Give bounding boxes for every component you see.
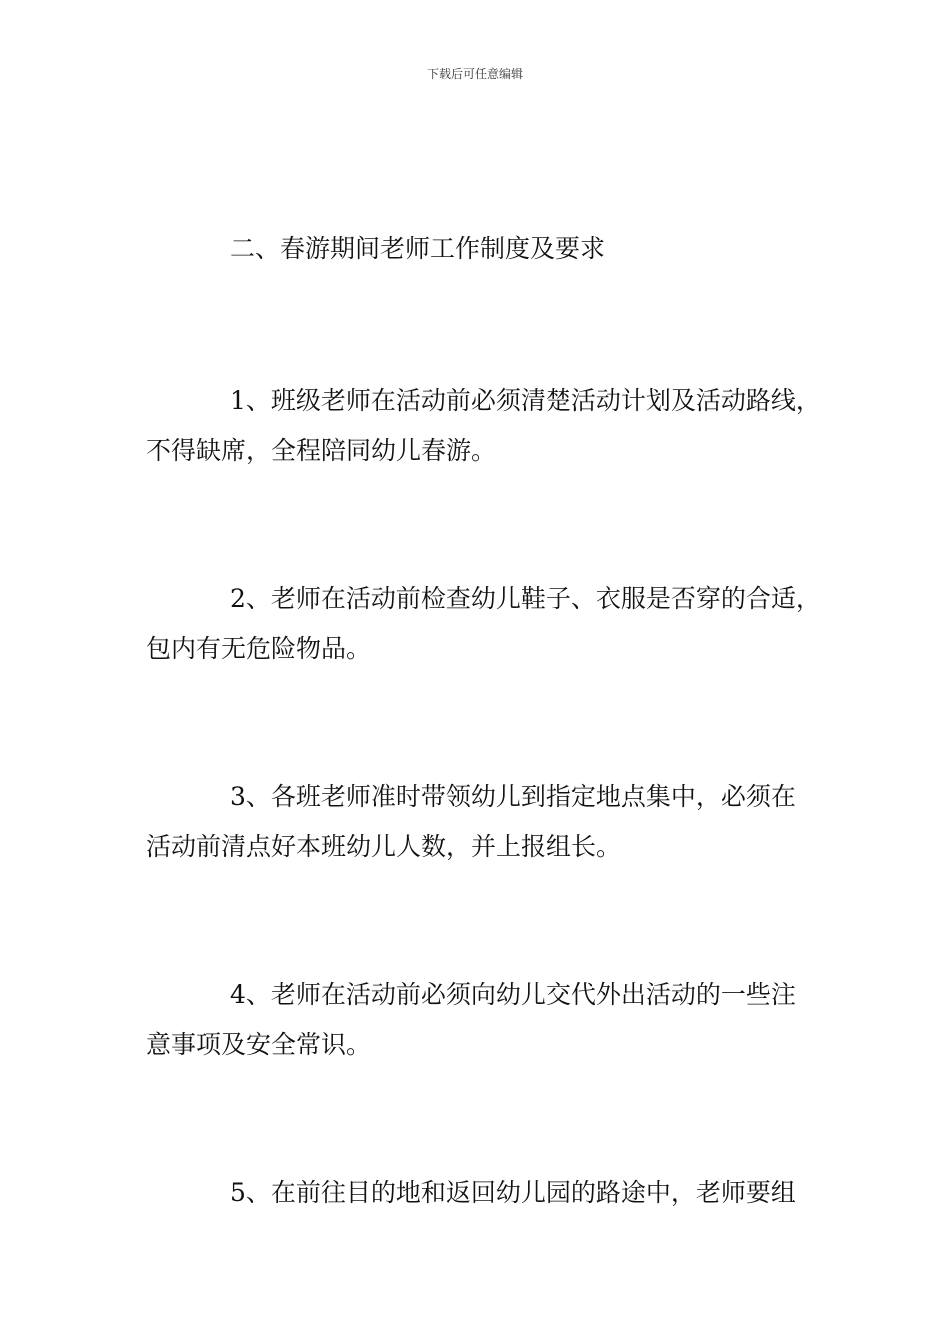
paragraph-line: 3、各班老师准时带领幼儿到指定地点集中，必须在 — [230, 782, 796, 811]
paragraph-line: 包内有无危险物品。 — [146, 634, 372, 663]
paragraph-item-3 — [146, 772, 836, 872]
paragraph-line: 意事项及安全常识。 — [146, 1030, 372, 1059]
paragraph-line: 2、老师在活动前检查幼儿鞋子、衣服是否穿的合适， — [230, 584, 821, 613]
section-heading: 二、春游期间老师工作制度及要求 — [230, 234, 606, 263]
paragraph-item-1 — [146, 376, 836, 476]
paragraph-item-5 — [146, 1168, 836, 1218]
paragraph-line: 5、在前往目的地和返回幼儿园的路途中，老师要组 — [230, 1178, 796, 1207]
paragraph-item-2 — [146, 574, 836, 674]
page-header-note: 下载后可任意编辑 — [426, 67, 523, 81]
paragraph-line: 活动前清点好本班幼儿人数，并上报组长。 — [146, 832, 622, 861]
paragraph-line: 4、老师在活动前必须向幼儿交代外出活动的一些注 — [230, 980, 796, 1009]
paragraph-item-4 — [146, 970, 836, 1070]
paragraph-line: 1、班级老师在活动前必须清楚活动计划及活动路线， — [230, 386, 821, 415]
paragraph-line: 不得缺席，全程陪同幼儿春游。 — [146, 436, 497, 465]
